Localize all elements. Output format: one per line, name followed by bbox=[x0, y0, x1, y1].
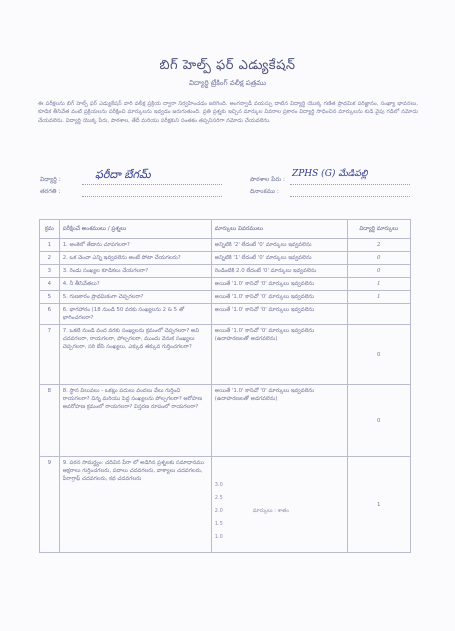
date-label: దినాంకము : bbox=[250, 188, 279, 195]
school-name-label: పాఠశాల పేరు : bbox=[250, 176, 286, 183]
row-question: 4. నీ తీసివేతలు? bbox=[59, 278, 211, 291]
row-serial: 9 bbox=[40, 457, 60, 553]
row-mark: 0 bbox=[347, 252, 411, 265]
table-row bbox=[40, 325, 411, 385]
date-line bbox=[290, 196, 410, 197]
row-serial: 7 bbox=[40, 325, 60, 385]
student-name-line bbox=[82, 184, 222, 185]
table-row bbox=[40, 239, 411, 252]
row-mark: 0 bbox=[347, 265, 411, 278]
row-question: 8. స్థాన విలువలు - ఒకట్లు పదులు వందలు వేలు గుర్తించి రాయగలరా? చిన్న మరియు పెద్ద సంఖ్యలను పోల్చగలరా? ఆరోహణ అవరోహణ క్రమంలో రాయగలరా? విస్తరణ రూపంలో రాయగలరా? bbox=[59, 385, 211, 457]
table-header-row bbox=[40, 220, 411, 239]
header-serial: క్రమ bbox=[40, 220, 60, 239]
row-rubric: అయితే '1.0' కానిచో '0' మార్కులు ఇవ్వవలెను (ఉదాహరణలతో అడగవలెను) bbox=[211, 385, 347, 457]
row-mark: 1 bbox=[347, 278, 411, 291]
class-line bbox=[82, 196, 222, 197]
row-serial: 8 bbox=[40, 385, 60, 457]
row-question: 9. పఠన సామర్థ్యం: చదివిన పేరా లో అడిగిన ప్రశ్నలకు సమాధానము అక్షరాలు గుర్తించగలరు, పదాలు చదవగలరు, వాక్యాలు చదవగలరు, పేరాగ్రాఫ్ చదవగలరు, కథ చదవగలరు bbox=[59, 457, 211, 553]
school-name-line bbox=[290, 184, 410, 185]
table-row bbox=[40, 457, 411, 553]
row-question: 6. భాగహారం (18 నుండి 50 వరకు సంఖ్యలను 2 & 5 తో భాగించగలరా? bbox=[59, 304, 211, 325]
row-serial: 2 bbox=[40, 252, 60, 265]
row-mark: 1 bbox=[347, 457, 411, 553]
header-marks: విద్యార్థి మార్కులు bbox=[347, 220, 411, 239]
scale-value: 1.0 bbox=[214, 534, 223, 540]
table-row bbox=[40, 304, 411, 325]
row-rubric: అయితే '1.0' కానిచో '0' మార్కులు ఇవ్వవలెను bbox=[211, 291, 347, 304]
row-mark: 0 bbox=[347, 385, 411, 457]
school-name-value: ZPHS (G) మేడిపల్లి bbox=[292, 169, 368, 179]
assessment-table bbox=[39, 219, 411, 553]
row-serial: 3 bbox=[40, 265, 60, 278]
row-mark bbox=[347, 304, 411, 325]
row-question: 7. ఒకటి నుండి వంద వరకు సంఖ్యలను క్రమంలో చెప్పగలరా? అవి చదవగలరా, రాయగలరా, పోల్చగలరా, ముందు వెనుక సంఖ్యలు చెప్పగలరా, సరి బేసి సంఖ్యలు, ఎక్కువ తక్కువ గుర్తించగలరా? bbox=[59, 325, 211, 385]
row-mark: 0 bbox=[347, 325, 411, 385]
header-rubric: మార్కులు వివరములు bbox=[211, 220, 347, 239]
scale-description: మార్కులు : శాతం bbox=[252, 508, 289, 514]
page-subtitle: విద్యార్థి ట్రేకింగ్ వలీక్ష పత్రము bbox=[189, 79, 266, 87]
student-name-label: విద్యార్థి : bbox=[40, 176, 61, 183]
row-question: 5. గుణకారం ప్రాథమికంగా చెప్పగలరా? bbox=[59, 291, 211, 304]
row-serial: 5 bbox=[40, 291, 60, 304]
row-serial: 1 bbox=[40, 239, 60, 252]
scale-value: 3.0 bbox=[214, 482, 223, 488]
page-title: బిగ్ హెల్ప్ ఫర్ ఎడ్యుకేషన్ bbox=[159, 58, 296, 73]
row-rubric: అయితే '1.0' కానిచో '0' మార్కులు ఇవ్వవలెను bbox=[211, 304, 347, 325]
scale-values bbox=[215, 481, 223, 541]
row-mark: 2 bbox=[347, 239, 411, 252]
fluency-scale bbox=[215, 481, 344, 541]
header-question: పరీక్షించే అంశములు / ప్రశ్నలు bbox=[59, 220, 211, 239]
table-row bbox=[40, 291, 411, 304]
row-rubric: రెండింటికి 2.0 లేదంటే '0' మార్కులు ఇవ్వవలెను bbox=[211, 265, 347, 278]
class-label: తరగతి : bbox=[40, 188, 61, 195]
row-rubric bbox=[211, 457, 347, 553]
scale-value: 2.5 bbox=[214, 495, 223, 501]
scale-value: 1.5 bbox=[214, 521, 223, 527]
table-row bbox=[40, 278, 411, 291]
row-mark: 1 bbox=[347, 291, 411, 304]
table-row bbox=[40, 265, 411, 278]
row-question: 1. అంకెలో తేడాను చూపగలరా? bbox=[59, 239, 211, 252]
row-question: 2. ఒక చెంచా ఎన్ని ఇవ్వవలెను అంటే పోటా చేయగలరు? bbox=[59, 252, 211, 265]
instructions-paragraph: ఈ పరీక్షలను బిగ్ హెల్ప్ ఫర్ ఎడ్యుకేషన్ వారి వలీక్ష ప్రక్రియ ద్వారా నిర్వహించడం జరిగింది. అంగన్వాడీ వయస్సు దాటిన విద్యార్థి యొక్క గణిత ప్రాథమిక పరిజ్ఞానం, సంఖ్యా భావనలు, కూడిక తీసివేత వంటి ప్రక్రియలను పరీక్షించి మార్కులను ఇవ్వడం జరుగుతుంది. ప్రతి ప్రశ్నకు ఇచ్చిన మార్కుల వివరాల ప్రకారం విద్యార్థి సాధించిన మార్కులను కుడి వైపు గడిలో నమోదు చేయవలెను. విద్యార్థి యొక్క పేరు, పాఠశాల, తేదీ మరియు పరీక్షకుని సంతకం తప్పనిసరిగా నమోదు చేయవలెను. bbox=[38, 101, 418, 124]
scale-value: 2.0 bbox=[214, 508, 223, 514]
table-row bbox=[40, 385, 411, 457]
student-name-value: ఫరీదా బేగమ్ bbox=[95, 168, 151, 181]
row-rubric: అయితే '1.0' కానిచో '0' మార్కులు ఇవ్వవలెను (ఉదాహరణలతో అడగవలెను) bbox=[211, 325, 347, 385]
row-serial: 6 bbox=[40, 304, 60, 325]
row-question: 3. రెండు సంఖ్యల కూడికలు చేయగలరా? bbox=[59, 265, 211, 278]
row-rubric: అన్నిటికి '2' లేదంటే '0' మార్కులు ఇవ్వవలెను bbox=[211, 239, 347, 252]
row-serial: 4 bbox=[40, 278, 60, 291]
row-rubric: అన్నిటికి '1' లేదంటే '0' మార్కులు ఇవ్వవలెను bbox=[211, 252, 347, 265]
row-rubric: అయితే '1.0' కానిచో '0' మార్కులు ఇవ్వవలెను bbox=[211, 278, 347, 291]
table-row bbox=[40, 252, 411, 265]
